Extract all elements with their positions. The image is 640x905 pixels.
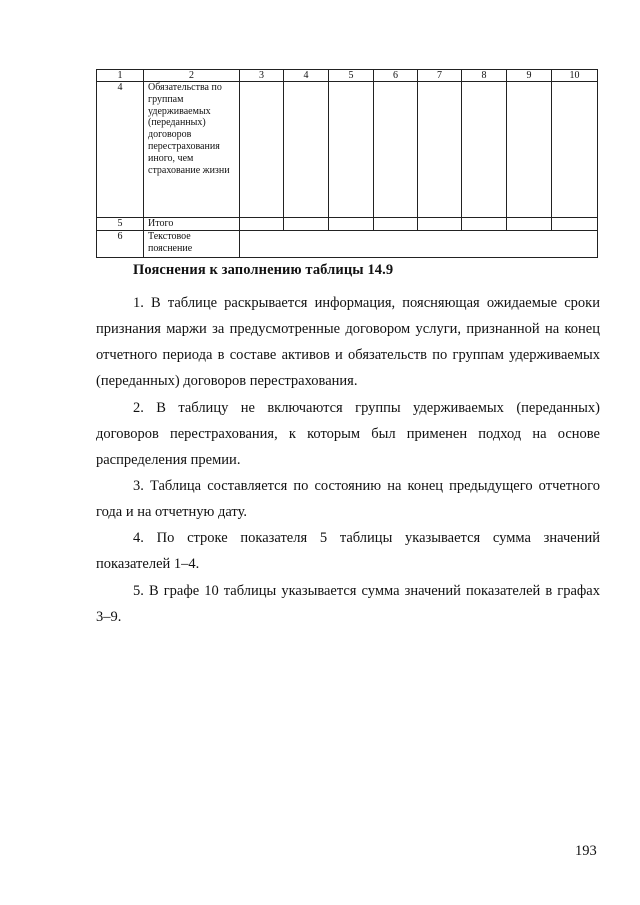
table-cell: [507, 82, 552, 218]
column-header: 10: [552, 70, 598, 82]
column-header: 3: [240, 70, 284, 82]
row-number: 6: [97, 231, 144, 258]
table-cell: [462, 218, 507, 231]
data-table: [96, 69, 598, 258]
row-label: Текстовое пояснение: [144, 231, 240, 258]
column-header: 7: [418, 70, 462, 82]
column-header: 8: [462, 70, 507, 82]
table-cell: [374, 82, 418, 218]
column-header: 6: [374, 70, 418, 82]
table-cell: [552, 218, 598, 231]
table-cell: [507, 218, 552, 231]
paragraph: 4. По строке показателя 5 таблицы указывается сумма значений показателей 1–4.: [96, 530, 600, 572]
table-cell: [374, 218, 418, 231]
table-cell: [418, 218, 462, 231]
row-number: 5: [97, 218, 144, 231]
column-header: 1: [97, 70, 144, 82]
table-cell: [462, 82, 507, 218]
section-heading: Пояснения к заполнению таблицы 14.9: [133, 262, 394, 278]
table-header-row: [97, 70, 598, 82]
paragraph: 5. В графе 10 таблицы указывается сумма значений показателей в графах 3–9.: [96, 583, 600, 625]
column-header: 4: [284, 70, 329, 82]
table-row: [97, 231, 598, 258]
table-cell: [284, 82, 329, 218]
paragraph: 2. В таблицу не включаются группы удерживаемых (переданных) договоров перестрахования, к которым был применен подход на основе распределения премии.: [96, 400, 600, 468]
page-number: 193: [575, 843, 597, 859]
row-label: Обязательства по группам удерживаемых (переданных) договоров перестрахования иного, чем страхование жизни: [144, 82, 240, 218]
column-header: 5: [329, 70, 374, 82]
table-cell: [329, 82, 374, 218]
table-cell: [418, 82, 462, 218]
paragraph: 1. В таблице раскрывается информация, поясняющая ожидаемые сроки признания маржи за предусмотренные договором услуги, признанной на конец отчетного периода в составе активов и обязательств по группам удерживаемых (переданных) договоров перестрахования.: [96, 295, 600, 389]
table-cell: [240, 82, 284, 218]
table-cell: [329, 218, 374, 231]
paragraph: 3. Таблица составляется по состоянию на конец предыдущего отчетного года и на отчетную дату.: [96, 478, 600, 520]
table-cell: [552, 82, 598, 218]
column-header: 9: [507, 70, 552, 82]
merged-text-cell: [240, 231, 598, 258]
table-row: [97, 218, 598, 231]
table-row: [97, 82, 598, 218]
column-header: 2: [144, 70, 240, 82]
row-label: Итого: [144, 218, 240, 231]
table-cell: [284, 218, 329, 231]
row-number: 4: [97, 82, 144, 218]
table-cell: [240, 218, 284, 231]
